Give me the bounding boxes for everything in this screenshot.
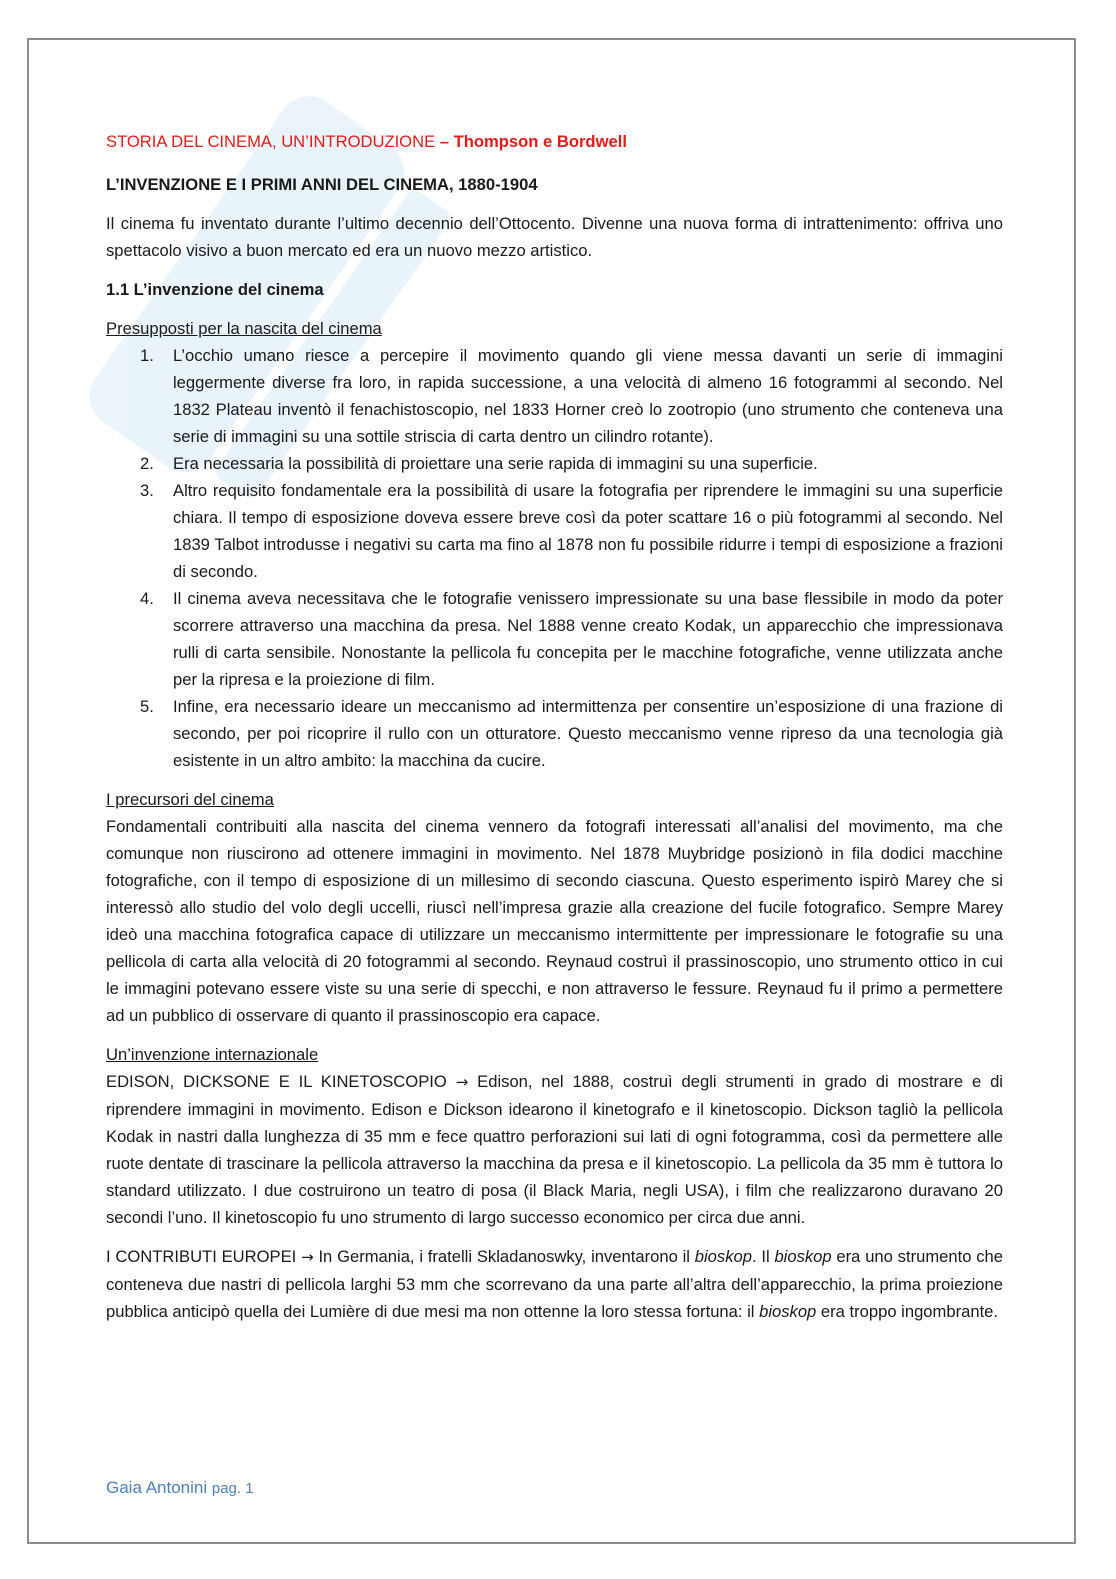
subheading-presupposti: Presupposti per la nascita del cinema	[106, 319, 382, 338]
europei-text: era uno strumento che conteneva due nastri di pellicola larghi 53 mm che scorrevano da una parte all’altra dell’apparecchio, la prima proiezione pubblica anticipò quella dei Lumière di due mesi ma non ottenne la loro stessa fortuna: il	[106, 1247, 1003, 1321]
bioskop-term: bioskop	[694, 1247, 752, 1266]
list-text: L’occhio umano riesce a percepire il movimento quando gli viene messa davanti un serie di immagini leggermente diverse fra loro, in rapida successione, a una velocità di almeno 16 fotogrammi al secondo. Nel 1832 Plateau inventò il fenachistoscopio, nel 1833 Horner creò lo zootropio (uno strumento che conteneva una serie di immagini su una sottile striscia di carta dentro un cilindro rotante).	[173, 346, 1003, 446]
edison-text: Edison, nel 1888, costruì degli strumenti in grado di mostrare e di riprendere immagini in movimento. Edison e Dickson idearono il kinetografo e il kinetoscopio. Dickson tagliò la pellicola Kodak in nastri dalla lunghezza di 35 mm e fece quattro perforazioni sui lati di ogni fotogramma, così da permettere alle ruote dentate di trascinare la pellicola attraverso la macchina da presa e il kinetoscopio. La pellicola da 35 mm è tuttora lo standard utilizzato. I due costruirono un teatro di posa (il Black Maria, negli USA), i film che realizzarono duravano 20 secondi l’uno. Il kinetoscopio fu uno strumento di largo successo economico per circa due anni.	[106, 1072, 1003, 1227]
europei-text: In Germania, i fratelli Skladanoswky, inventarono il	[313, 1247, 695, 1266]
bioskop-term: bioskop	[774, 1247, 832, 1266]
europei-heading: I CONTRIBUTI EUROPEI	[106, 1247, 297, 1266]
title-main: STORIA DEL CINEMA, UN’INTRODUZIONE	[106, 132, 436, 151]
europei-text: era troppo ingombrante.	[816, 1302, 999, 1321]
list-text: Altro requisito fondamentale era la possibilità di usare la fotografia per riprendere le immagini su una superficie chiara. Il tempo di esposizione doveva essere breve così da poter scattare 16 o più fotogrammi al secondo. Nel 1839 Talbot introdusse i negativi su carta ma fino al 1878 non fu possibile ridurre i tempi di esposizione a frazioni di secondo.	[173, 481, 1003, 581]
precursori-paragraph: Fondamentali contribuiti alla nascita del cinema vennero da fotografi interessati all’analisi del movimento, ma che comunque non riuscirono ad ottenere immagini in movimento. Nel 1878 Muybridge posizionò in fila dodici macchine fotografiche, con il tempo di esposizione di un millesimo di secondo ciascuna. Questo esperimento ispirò Marey che si interessò allo studio del volo degli uccelli, riuscì nell’impresa grazie alla creazione del fucile fotografico. Sempre Marey ideò una macchina fotografica capace di utilizzare un meccanismo intermittente per impressionare le fotografie su una pellicola di carta alla velocità di 20 fotogrammi al secondo. Reynaud costruì il prassinoscopio, uno strumento ottico in cui le immagini potevano essere viste su una serie di specchi, e non attraverso le fessure. Reynaud fu il primo a permettere ad un pubblico di osservare di quanto il prassinoscopio era capace.	[106, 817, 1003, 1025]
title-authors: Thompson e Bordwell	[453, 132, 627, 151]
page-number: pag. 1	[211, 1480, 254, 1497]
page-footer	[106, 1478, 254, 1498]
list-item	[106, 585, 1003, 693]
chapter-heading: L’INVENZIONE E I PRIMI ANNI DEL CINEMA, 1880-1904	[106, 175, 538, 194]
subheading-internazionale: Un’invenzione internazionale	[106, 1045, 319, 1064]
list-number: 1.	[140, 346, 154, 365]
list-text: Il cinema aveva necessitava che le fotografie venissero impressionate su una base flessibile in modo da poter scorrere attraverso una macchina da presa. Nel 1888 venne creato Kodak, un apparecchio che impressionava rulli di carta sensibile. Nonostante la pellicola fu concepita per le macchine fotografiche, venne utilizzata anche per la ripresa e la proiezione di film.	[173, 589, 1003, 689]
list-number: 2.	[140, 454, 154, 473]
document-body	[106, 128, 1003, 1337]
arrow-icon: →	[455, 1073, 469, 1091]
list-item	[106, 693, 1003, 774]
edison-heading: EDISON, DICKSONE E IL KINETOSCOPIO	[106, 1072, 447, 1091]
europei-paragraph	[106, 1243, 1003, 1325]
section-heading-1-1: 1.1 L’invenzione del cinema	[106, 280, 324, 299]
list-item	[106, 477, 1003, 585]
title-dash: –	[435, 132, 454, 151]
bioskop-term: bioskop	[759, 1302, 817, 1321]
intro-paragraph: Il cinema fu inventato durante l’ultimo decennio dell’Ottocento. Divenne una nuova forma di intrattenimento: offriva uno spettacolo visivo a buon mercato ed era un nuovo mezzo artistico.	[106, 214, 1003, 260]
arrow-icon: →	[301, 1248, 314, 1266]
list-number: 4.	[140, 589, 154, 608]
europei-text: . Il	[751, 1247, 775, 1266]
list-number: 5.	[140, 697, 154, 716]
edison-paragraph	[106, 1068, 1003, 1231]
list-item	[106, 450, 1003, 477]
list-item	[106, 342, 1003, 450]
subheading-precursori: I precursori del cinema	[106, 790, 274, 809]
list-number: 3.	[140, 481, 154, 500]
prerequisites-list	[106, 342, 1003, 774]
list-text: Era necessaria la possibilità di proiettare una serie rapida di immagini su una superficie.	[173, 454, 818, 473]
list-text: Infine, era necessario ideare un meccanismo ad intermittenza per consentire un’esposizione di una frazione di secondo, per poi ricoprire il rullo con un otturatore. Questo meccanismo venne ripreso da una tecnologia già esistente in un altro ambito: la macchina da cucire.	[173, 697, 1003, 770]
footer-author: Gaia Antonini	[106, 1478, 208, 1497]
document-title	[106, 128, 1003, 155]
